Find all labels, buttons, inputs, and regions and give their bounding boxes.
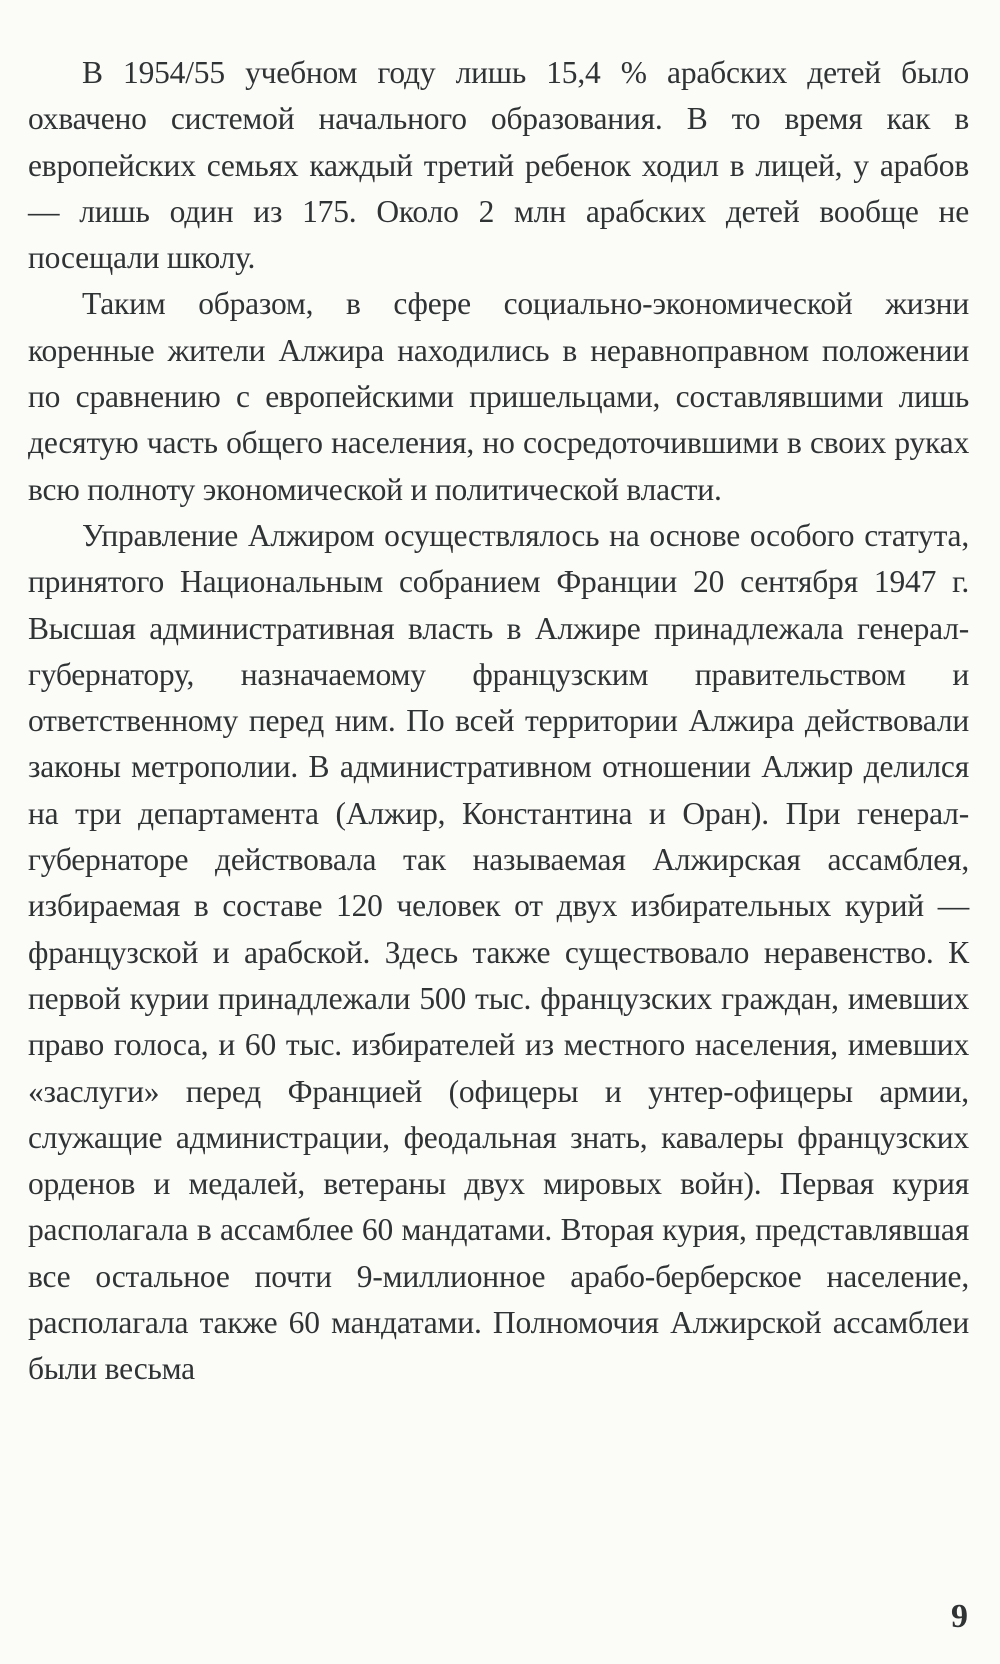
paragraph-1: В 1954/55 учебном году лишь 15,4 % арабских детей было охвачено системой начального образования. В то время как в европейских семьях каждый третий ребенок ходил в лицей, у арабов — лишь один из 175. Около 2 млн арабских детей вообще не посещали школу. — [28, 55, 969, 276]
page-text — [28, 50, 969, 1393]
page-number: 9 — [951, 1598, 968, 1635]
paragraph-2: Таким образом, в сфере социально-экономической жизни коренные жители Алжира находились в неравноправном положении по сравнению с европейскими пришельцами, составлявшими лишь десятую часть общего населения, но сосредоточившими в своих руках всю полноту экономической и политической власти. — [28, 286, 969, 507]
paragraph-3: Управление Алжиром осуществлялось на основе особого статута, принятого Национальным собранием Франции 20 сентября 1947 г. Высшая административная власть в Алжире принадлежала генерал-губернатору, назначаемому французским правительством и ответственному перед ним. По всей территории Алжира действовали законы метрополии. В административном отношении Алжир делился на три департамента (Алжир, Константина и Оран). При генерал-губернаторе действовала так называемая Алжирская ассамблея, избираемая в составе 120 человек от двух избирательных курий — французской и арабской. Здесь также существовало неравенство. К первой курии принадлежали 500 тыс. французских граждан, имевших право голоса, и 60 тыс. избирателей из местного населения, имевших «заслуги» перед Францией (офицеры и унтер-офицеры армии, служащие администрации, феодальная знать, кавалеры французских орденов и медалей, ветераны двух мировых войн). Первая курия располагала в ассамблее 60 мандатами. Вторая курия, представлявшая все остальное почти 9-миллионное арабо-берберское население, располагала также 60 мандатами. Полномочия Алжирской ассамблеи были весьма — [28, 517, 969, 1387]
